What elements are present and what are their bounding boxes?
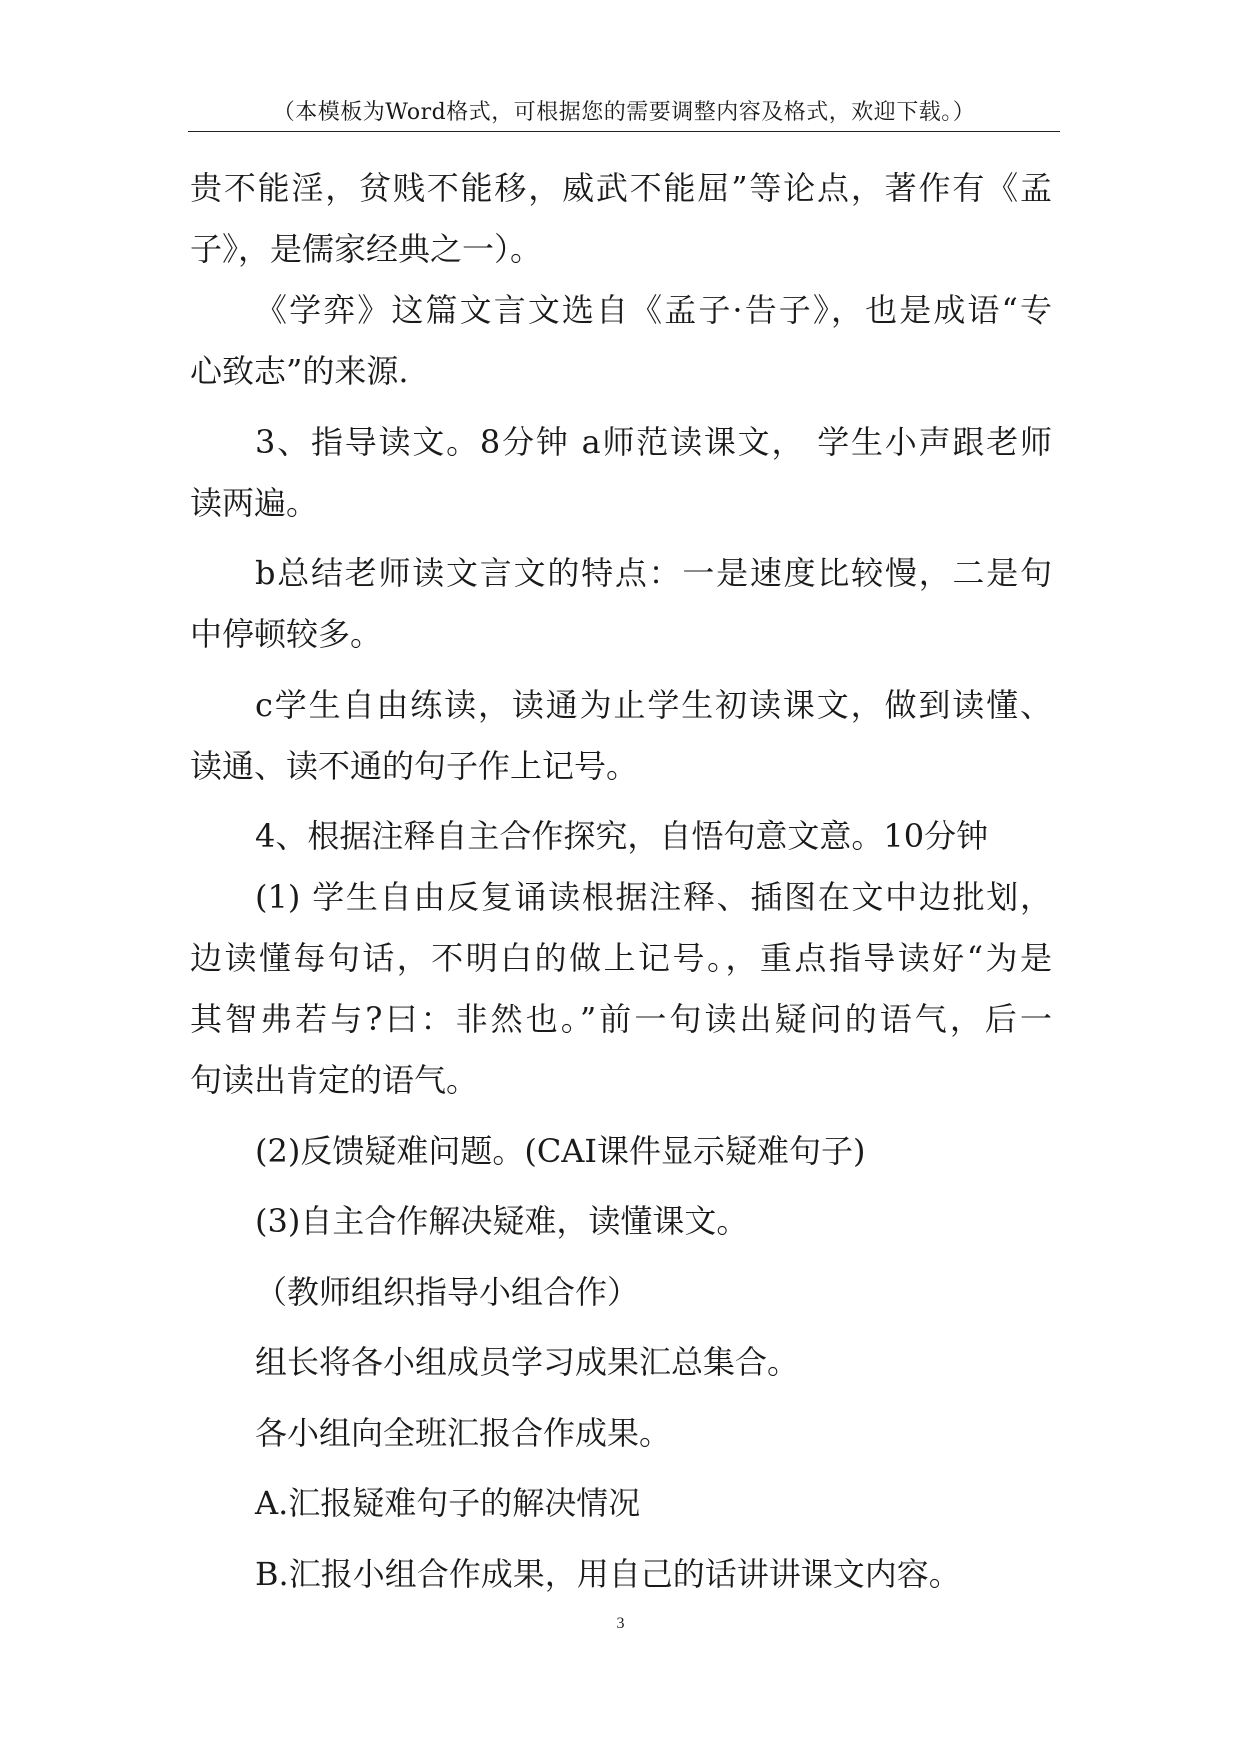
text-line: B.汇报小组合作成果，用自己的话讲讲课文内容。 [255, 1555, 961, 1593]
text-line: 各小组向全班汇报合作成果。 [255, 1414, 672, 1452]
text-line: 句读出肯定的语气。 [190, 1061, 479, 1099]
text-line: 中停顿较多。 [190, 615, 383, 653]
text-line: 组长将各小组成员学习成果汇总集合。 [255, 1343, 800, 1381]
text-line: 心致志”的来源. [190, 352, 409, 390]
page-number: 3 [616, 1615, 625, 1632]
text-line: (2)反馈疑难问题。(CAI课件显示疑难句子) [255, 1132, 866, 1170]
text-line: 子》，是儒家经典之一）。 [190, 230, 543, 268]
text-line: (1) 学生自由反复诵读根据注释、插图在文中边批划， [255, 878, 1052, 916]
text-line: 读通、读不通的句子作上记号。 [190, 747, 639, 785]
header-note: （本模板为Word格式，可根据您的需要调整内容及格式，欢迎下载。） [272, 100, 976, 125]
text-line: 边读懂每句话，不明白的做上记号。，重点指导读好“为是 [190, 939, 1052, 977]
text-line: 其智弗若与?曰：非然也。”前一句读出疑问的语气，后一 [190, 1000, 1052, 1038]
text-line: 3、指导读文。8分钟 a师范读课文， 学生小声跟老师 [255, 423, 1052, 461]
text-line: 《学弈》这篇文言文选自《孟子·告子》，也是成语“专 [255, 291, 1052, 329]
text-line: (3)自主合作解决疑难，读懂课文。 [255, 1202, 749, 1240]
text-line: c学生自由练读，读通为止学生初读课文，做到读懂、 [255, 686, 1052, 724]
text-line: b总结老师读文言文的特点：一是速度比较慢，二是句 [255, 554, 1052, 592]
text-line: 4、根据注释自主合作探究，自悟句意文意。10分钟 [255, 817, 989, 855]
text-line: 贵不能淫，贫贱不能移，威武不能屈”等论点，著作有《孟 [190, 169, 1052, 207]
header-divider [188, 131, 1060, 132]
text-line: （教师组织指导小组合作） [255, 1273, 640, 1311]
text-line: 读两遍。 [190, 484, 319, 522]
text-line: A.汇报疑难句子的解决情况 [255, 1484, 641, 1522]
